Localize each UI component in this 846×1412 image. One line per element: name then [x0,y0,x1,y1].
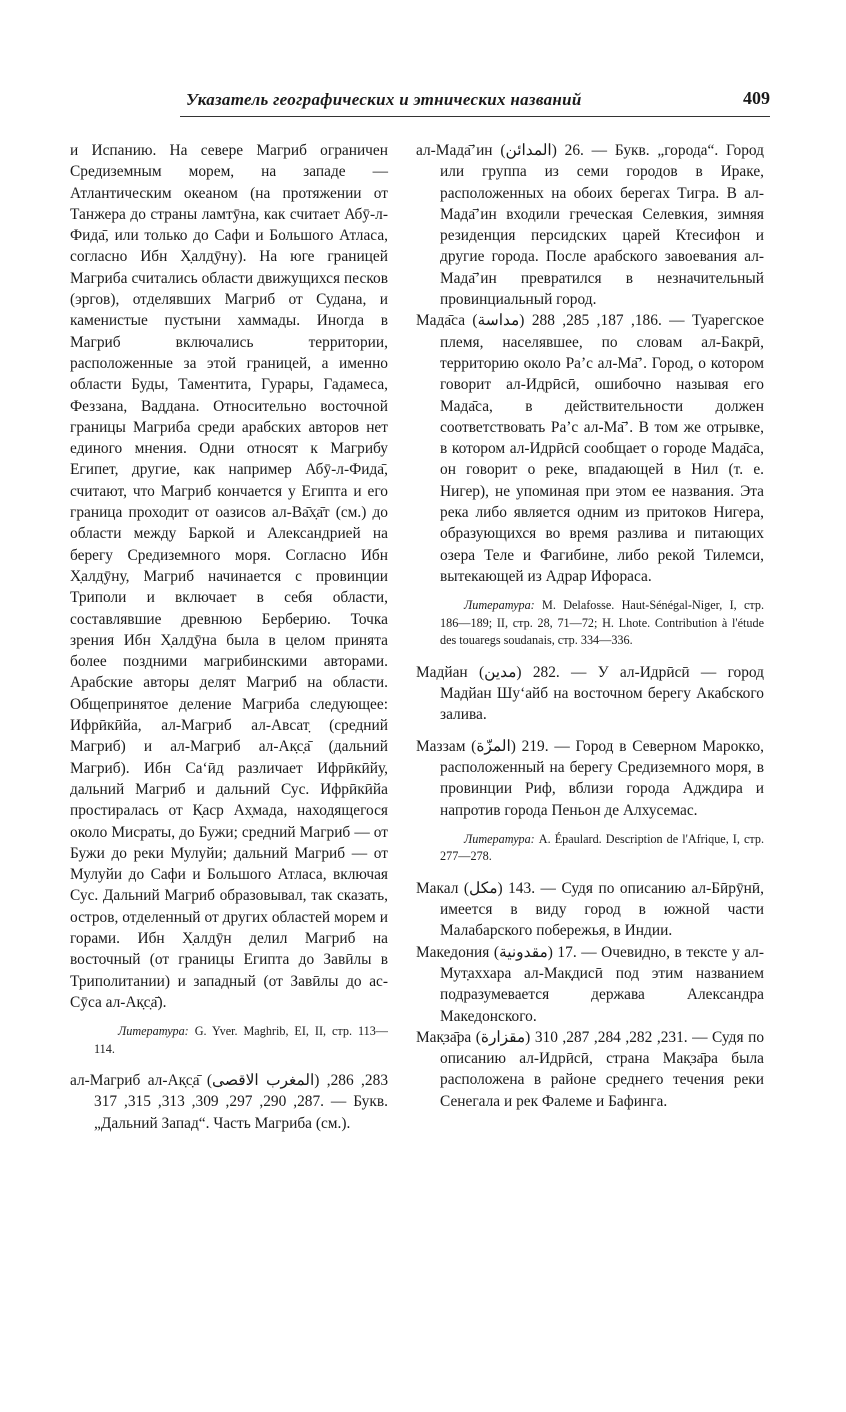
entry-al-madain: ал-Мада̄’ин (المدائن) 26. — Букв. „города“. Город или группа из семи городов в Ираке, расположенных на обоих берегах Тигра. В ал-Мада̄’ин входили греческая Селевкия, зимняя резиденция персидских царей Ктесифон и другие города. После арабского завоевания ал-Мада̄’ин превратился в незначительный провинциальный город. [416,142,764,309]
left-column [70,140,388,1134]
entry-madyan: Мадйан (مدين) 282. — У ал-Идрӣсӣ — город Мадйан Шу‘айб на восточном берегу Акабского залива. [416,663,765,724]
header-divider [180,116,770,117]
literature-maghrib [94,1023,388,1058]
literature-label: Литература: [118,1024,189,1039]
running-header [180,88,770,114]
entry-mazzam: Маззам (المزّة) 219. — Город в Северном Марокко, расположенный на берегу Средиземного моря, в провинции Риф, вблизи города Адждира и напротив города Пеньон де Алхусемас. [416,737,764,819]
running-header-title: Указатель географических и этнических названий [186,90,582,109]
page-number: 409 [743,88,770,108]
entry-al-maghrib-al-aqsa: ал-Магриб ал-Ак̣с̣а̄ (المغرب الاقصى) 283, 286, 287, 290, 297, 309, 313, 315, 317. — Букв. „Дальний Запад“. Часть Магриба (см.). [70,1072,389,1132]
literature-text: G. Yver. Maghrib, EI, II, стр. 113—114. [94,1024,388,1056]
literature-mazzam [440,831,764,866]
entry-makedoniya: Македония (مقدونية) 17. — Очевидно, в тексте у ал-Мут̣аххара ал-Мак̣дисӣ под этим названием подразумевается держава Александра Македонского. [416,943,764,1025]
literature-madasa [440,597,764,650]
entry-maghrib-continuation: и Испанию. На севере Магриб ограничен Средиземным морем, на западе — Атлантическим океаном (на протяжении от Танжера до страны ламтӯна, как считает Абӯ-л-Фида̄, или только до Сафи и Большого Атласа, согласно Ибн Х̣алдӯну). На юге границей Магриба считались области движущихся песков (эргов), отделявших Магриб от Судана, и каменистые пустыни хаммады. Иногда в Магриб включались территории, расположенные за этой границей, а именно области Буды, Таментита, Гурары, Гадамеса, Феззана, Ваддана. Относительно восточной границы Магриба среди арабских авторов нет единого мнения. Одни относят к Магрибу Египет, другие, как например Абӯ-л-Фида̄, считают, что Магриб кончается у Египта и его граница проходит от оазисов ал-Ва̄х̣а̄т (см.) до области между Баркой и Александрией на берегу Средиземного моря. Согласно Ибн Х̣алдӯну, Магриб начинается с провинции Триполи и включает в себя области, составлявшие древнюю Берберию. Точка зрения Ибн Х̣алдӯна была в целом принята более поздними магрибинскими авторами. Арабские авторы делят Магриб на области. Общепринятое деление Магриба следующее: Ифрӣкӣйа, ал-Магриб ал-Авсат̣ (средний Магриб) и ал-Магриб ал-Ак̣с̣а̄ (дальний Магриб). Ибн Са‘ӣд различает Ифрӣкӣйу, дальний Магриб и дальний Сус. Ифрӣкӣйа простиралась от К̣аср Ах̣мада, находящегося около Мисраты, до Бужи; средний Магриб — от Бужи до реки Мулуйи; дальний Магриб — от Мулуйи до Сафи и Большого Атласа, включая Сус. Дальний Магриб образовывал, так сказать, остров, отделенный от других областей морем и горами. Ибн Х̣алдӯн делил Магриб на восточный (от границы Египта до Завӣлы в Триполитании) и западный (от Завӣлы до ас-Сӯса ал-Ак̣с̣а̄). [70,142,388,1011]
literature-text: A. Épaulard. Description de l'Afrique, I, стр. 277—278. [440,831,764,864]
entry-madasa: Мада̄са (مداسة) 186, 187, 285, 288. — Туарегское племя, населявшее, по словам ал-Бакрӣ, территорию около Ра’с ал-Ма̄’. Город, о котором говорит ал-Идрӣсӣ, ошибочно называя его Мада̄са, в действительности должен соответствовать Ра’с ал-Ма̄’. В том же отрывке, в котором ал-Идрӣсӣ сообщает о городе Мада̄са, он говорит о реке, впадающей в Нил (т. е. Нигер), не упоминая при этом ее названия. Эта река либо является одним из притоков Нигера, образующихся во время разлива и питающих озера Теле и Фагибине, либо рекой Тилемси, вытекающей из Адрар Ифораса. [416,312,764,585]
literature-text: M. Delafosse. Haut-Sénégal-Niger, I, стр. 186—189; II, стр. 28, 71—72; H. Lhote. Contribution à l'étude des touaregs soudanais, стр. 334—336. [440,598,765,648]
entry-maqzara: Мак̣за̄ра (مقزارة) 231, 282, 284, 287, 310. — Судя по описанию ал-Идрӣсӣ, страна Мак̣за̄ра была расположена в районе среднего течения реки Сенегала и рек Фалеме и Бафинга. [416,1028,765,1110]
literature-label: Литература: [464,598,535,613]
entry-makal: Макал (مكل) 143. — Судя по описанию ал-Бӣрӯнӣ, имеется в виду город в южной части Малабарского побережья, в Индии. [416,879,764,940]
literature-label: Литература: [464,831,535,846]
right-column [416,140,764,1112]
